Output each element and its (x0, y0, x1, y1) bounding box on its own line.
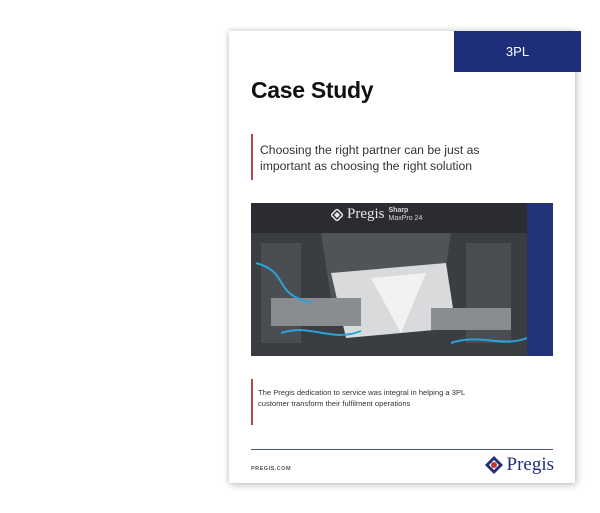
machine-model-line2: MaxPro 24 (388, 214, 423, 222)
footer-divider (251, 449, 553, 450)
pregis-logo-icon (485, 456, 503, 474)
pull-quote: Choosing the right partner can be just as important as choosing the right solution (260, 143, 480, 173)
summary-text: The Pregis dedication to service was integral in helping a 3PL customer transform their fulfilment operations (258, 388, 465, 408)
footer-logo-text: Pregis (506, 454, 554, 475)
footer-logo (485, 454, 555, 476)
body-accent-bar (251, 379, 253, 425)
pregis-diamond-icon (331, 209, 343, 221)
machine-illustration (251, 203, 553, 356)
case-study-document (229, 31, 575, 483)
quote-accent-bar (251, 134, 253, 180)
document-title: Case Study (251, 77, 374, 103)
machine-brand-name: Pregis (347, 206, 385, 222)
machine-model-label (389, 207, 423, 223)
photo-side-accent (527, 203, 553, 356)
category-tag: 3PL (454, 31, 581, 72)
footer-url: PREGIS.COM (251, 466, 292, 472)
machine-photo (251, 203, 553, 356)
machine-model-line1: Sharp (388, 206, 409, 214)
machine-brand-label (331, 206, 422, 223)
